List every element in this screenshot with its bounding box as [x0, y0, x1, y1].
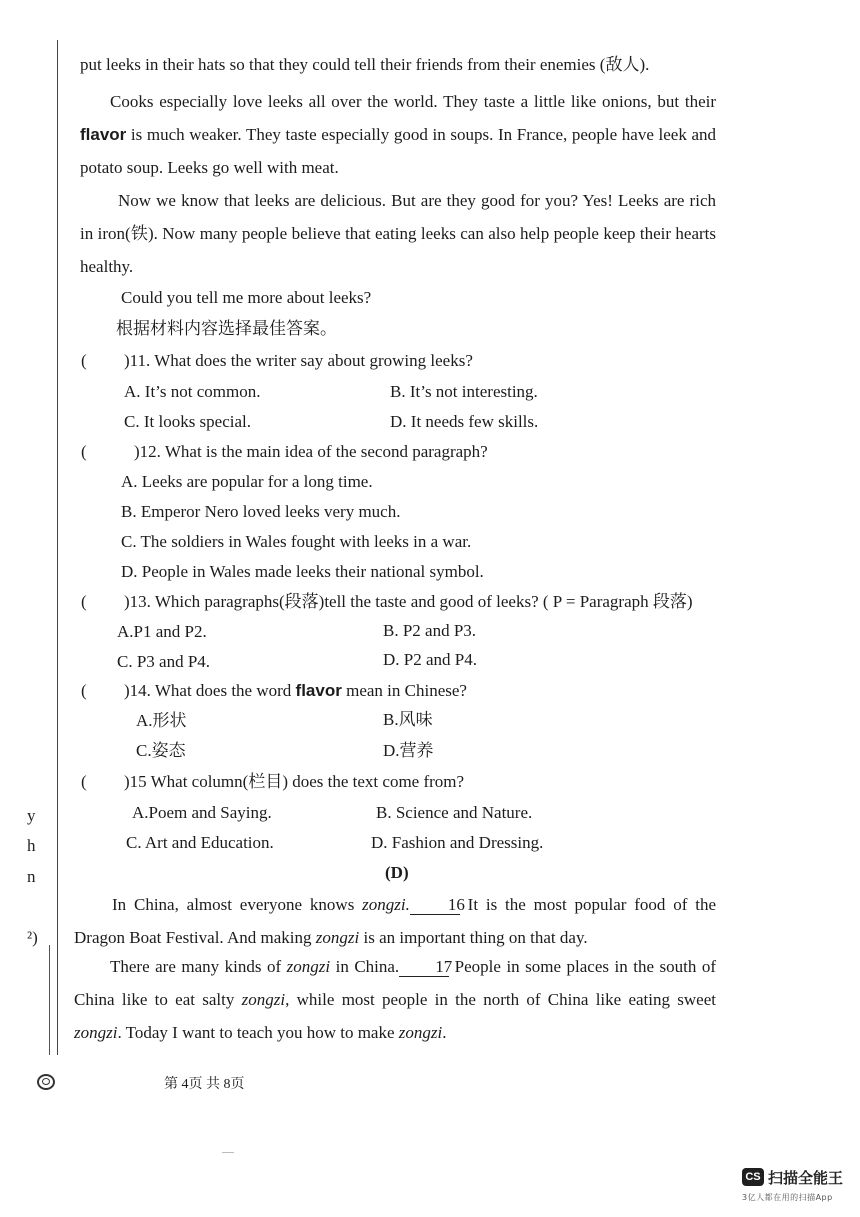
question-14-stem-part2: mean in Chinese? — [341, 681, 467, 700]
question-15-option-c: C. Art and Education. — [126, 833, 274, 852]
section-d-paragraph-2 — [74, 950, 716, 1049]
question-13-option-b: B. P2 and P3. — [383, 621, 477, 640]
question-13-option-a: A.P1 and P2. — [117, 622, 207, 641]
question-11-stem: )11. What does the writer say about growing leeks? — [124, 351, 473, 370]
zongzi-term: zongzi — [315, 928, 360, 947]
question-14-stem-part1: )14. What does the word — [124, 681, 296, 700]
section-d-p2-text: . — [442, 1023, 447, 1042]
section-d-p1-text: It is the most popular food of the Dragon Boat Festival. And making — [74, 895, 716, 947]
question-12-option-c: C. The soldiers in Wales fought with leeks in a war. — [121, 532, 472, 551]
flavor-keyword: flavor — [295, 681, 342, 700]
page-number: 第 4页 共 8页 — [164, 1077, 245, 1092]
zongzi-term: zongzi — [74, 1023, 118, 1042]
question-13-option-d: D. P2 and P4. — [383, 650, 477, 669]
binding-margin-line-lower — [49, 945, 50, 1055]
flavor-keyword: flavor — [80, 125, 127, 144]
instruction-text: 根据材料内容选择最佳答案。 — [116, 319, 337, 338]
answer-paren: ( — [81, 351, 87, 370]
question-15-option-d: D. Fashion and Dressing. — [371, 833, 544, 852]
section-d-p2-text: . Today I want to teach you how to make — [117, 1023, 399, 1042]
question-11-option-c: C. It looks special. — [124, 412, 252, 431]
question-14-option-a: A.形状 — [136, 711, 187, 730]
paragraph-cooks-part2: is much weaker. They taste especially good in soups. In France, people have leek and potato soup. Leeks go well with meat. — [80, 125, 716, 177]
paragraph-healthy — [80, 184, 716, 283]
margin-fragment: h — [27, 836, 36, 855]
section-d-p1-text: In China, almost everyone knows — [112, 895, 363, 914]
question-11-option-b: B. It’s not interesting. — [390, 382, 538, 401]
question-12-option-b: B. Emperor Nero loved leeks very much. — [121, 502, 401, 521]
answer-paren: ( — [81, 681, 87, 700]
section-d-paragraph-1 — [74, 888, 716, 954]
binding-hole-icon — [37, 1074, 55, 1090]
zongzi-term: zongzi — [241, 990, 286, 1009]
camscanner-logo-icon: CS — [742, 1168, 764, 1186]
blank-17[interactable]: 17 — [399, 958, 449, 977]
margin-fragment: y — [27, 806, 36, 825]
answer-paren: ( — [81, 772, 87, 791]
question-13-stem: )13. Which paragraphs(段落)tell the taste and good of leeks? ( P = Paragraph 段落) — [124, 592, 693, 611]
question-12-option-a: A. Leeks are popular for a long time. — [121, 472, 373, 491]
question-12-option-d: D. People in Wales made leeks their national symbol. — [121, 562, 484, 581]
question-14-option-b: B.风味 — [383, 710, 433, 729]
binding-margin-line — [57, 40, 58, 1055]
scanner-app-name: 扫描全能王 — [768, 1169, 844, 1187]
margin-fragment: n — [27, 867, 36, 886]
section-d-p2-text: There are many kinds of — [110, 957, 287, 976]
margin-fragment: ²) — [27, 928, 38, 947]
closing-question: Could you tell me more about leeks? — [121, 288, 372, 307]
question-13-option-c: C. P3 and P4. — [117, 652, 211, 671]
paragraph-healthy-text: Now we know that leeks are delicious. But are they good for you? Yes! Leeks are rich in iron(铁). Now many people believe that eating leeks can also help people keep their hearts healthy. — [80, 191, 716, 276]
answer-paren: ( — [81, 592, 87, 611]
zongzi-term: zongzi — [398, 1023, 443, 1042]
question-11-option-d: D. It needs few skills. — [390, 412, 539, 431]
question-14-option-c: C.姿态 — [136, 741, 186, 760]
scanner-tagline: 3亿人都在用的扫描App — [742, 1193, 833, 1202]
question-15-option-a: A.Poem and Saying. — [132, 803, 272, 822]
blank-16[interactable]: 16 — [410, 896, 460, 915]
section-d-heading: (D) — [385, 863, 409, 882]
answer-paren: ( — [81, 442, 87, 461]
question-14-option-d: D.营养 — [383, 741, 434, 760]
zongzi-term: zongzi — [286, 957, 331, 976]
paragraph-cooks-part1: Cooks especially love leeks all over the world. They taste a little like onions, but their — [110, 92, 716, 111]
section-d-p2-text: in China. — [330, 957, 400, 976]
passage-intro-line: put leeks in their hats so that they could tell their friends from their enemies (敌人). — [80, 55, 650, 74]
scan-artifact-dash — [222, 1152, 234, 1153]
question-14-stem — [124, 681, 467, 701]
paragraph-cooks — [80, 85, 716, 184]
zongzi-term: zongzi. — [362, 895, 410, 914]
section-d-p1-text: is an important thing on that day. — [359, 928, 588, 947]
question-12-stem: )12. What is the main idea of the second paragraph? — [134, 442, 488, 461]
section-d-p2-text: , while most people in the north of China like eating sweet — [285, 990, 716, 1009]
question-15-stem: )15 What column(栏目) does the text come from? — [124, 772, 465, 791]
section-d-p2-text: People in some places in the south of China like to eat salty — [74, 957, 716, 1009]
question-15-option-b: B. Science and Nature. — [376, 803, 533, 822]
question-11-option-a: A. It’s not common. — [124, 382, 261, 401]
